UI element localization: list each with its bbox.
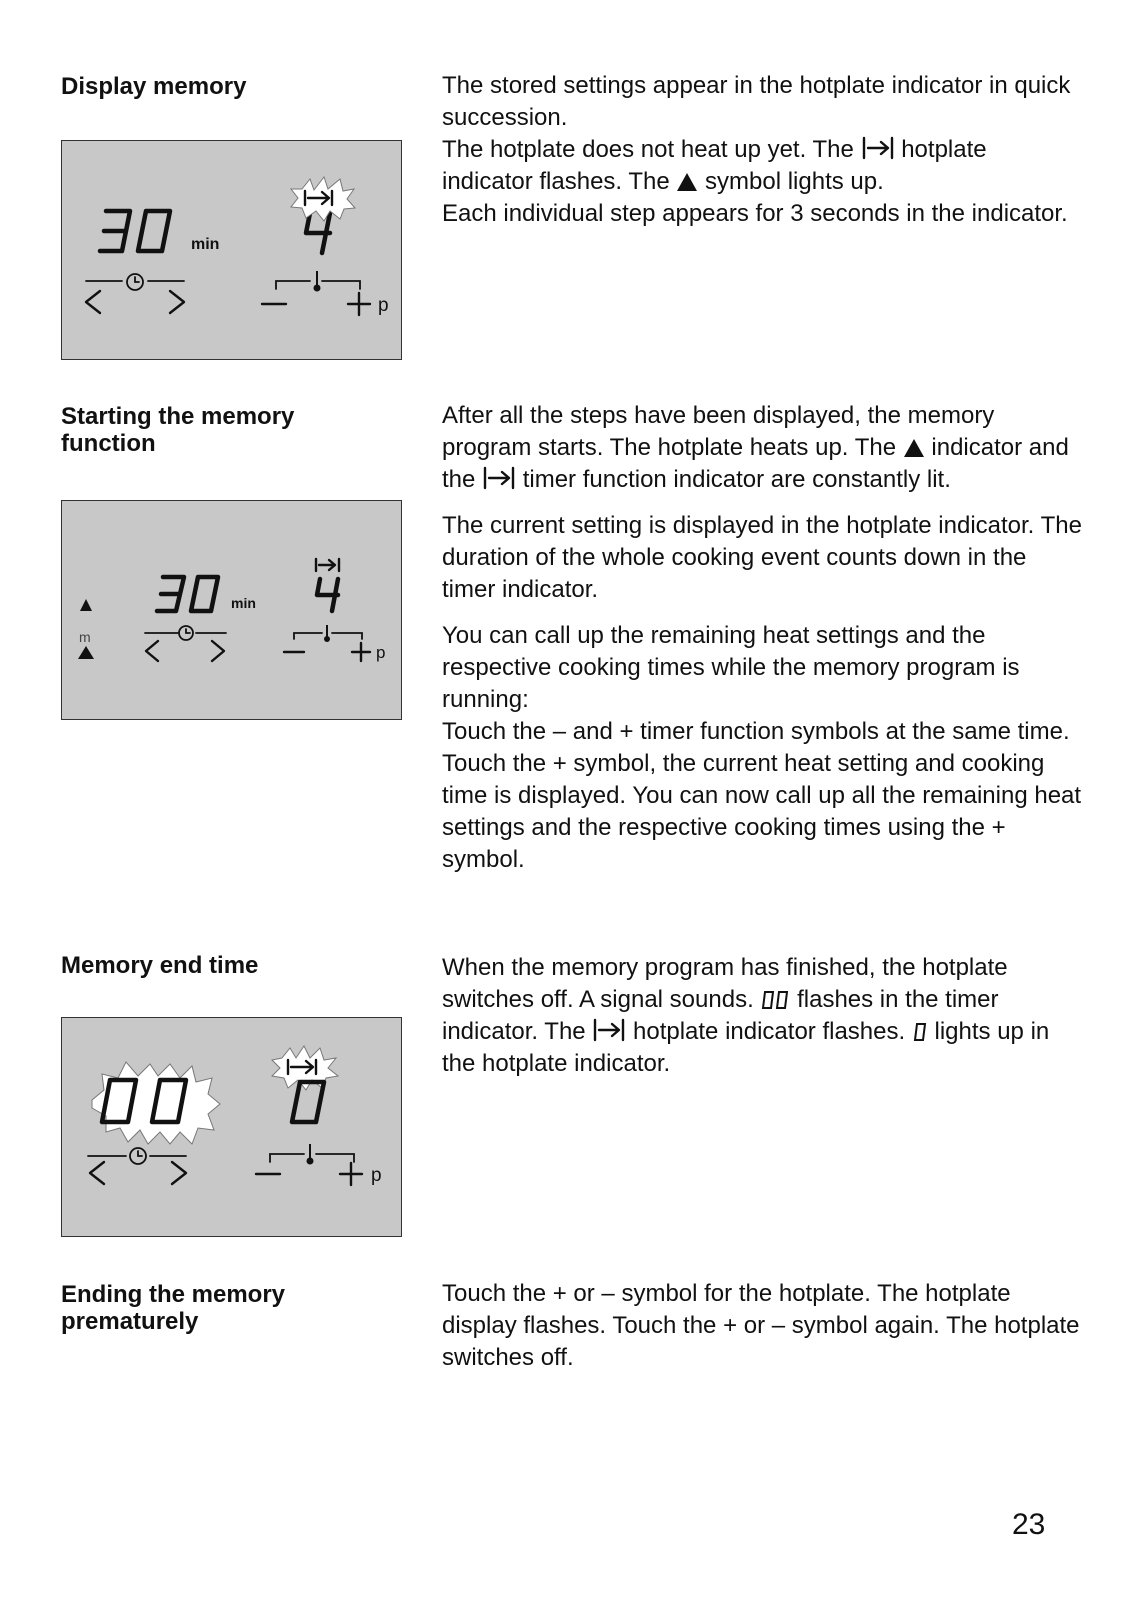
paragraph-line: Touch the – and + timer function symbols at the same time. (442, 718, 1070, 745)
p-label: p (378, 295, 389, 316)
timer-arrow-icon (861, 135, 895, 161)
hotplate-digit-4 (317, 579, 338, 611)
p-label: p (376, 643, 386, 662)
plus-icon (352, 643, 370, 661)
text-display-memory (442, 70, 1082, 244)
timer-decrease-icon (90, 1162, 104, 1184)
plus-icon (348, 293, 370, 315)
heading-memory-end-time: Memory end time (61, 952, 259, 979)
heading-starting-memory-function: Starting the memory function (61, 403, 295, 457)
heading-display-memory: Display memory (61, 73, 247, 100)
flashing-timer-digits (92, 1062, 220, 1144)
paragraph-line: The stored settings appear in the hotplate indicator in quick succession. (442, 72, 1071, 131)
paragraph-line: The current setting is displayed in the hotplate indicator. The duration of the whole cooking event counts down in the timer indicator. (442, 512, 1082, 603)
timer-digit-0 (191, 577, 218, 611)
paragraph-line: Touch the + symbol, the current heat setting and cooking time is displayed. You can now call up all the remaining heat settings and the respective cooking times using the + symbol. (442, 750, 1082, 873)
triangle-icon (676, 171, 698, 193)
digit-0-icon (912, 1021, 928, 1043)
paragraph-line: When the memory program has finished, the hotplate switches off. A signal sounds. flashes in the timer indicator. The hotplate indicator flashes. lights up in the hotplate indicator. (442, 954, 1050, 1077)
hotplate-digit-0 (292, 1082, 324, 1122)
page-number: 23 (1012, 1508, 1046, 1541)
m-label: m (79, 629, 91, 645)
text-starting-memory-function (442, 400, 1082, 890)
plus-icon (340, 1163, 362, 1185)
timer-decrease-icon (146, 641, 158, 661)
min-unit-label: min (231, 595, 256, 611)
paragraph-line: After all the steps have been displayed, the memory program starts. The hotplate heats up. The indicator and the timer function indicator are constantly lit. (442, 402, 1069, 493)
triangle-icon (903, 437, 925, 459)
timer-increase-icon (172, 1162, 186, 1184)
display-panel-3 (61, 1017, 402, 1237)
min-unit-label: min (191, 236, 220, 253)
paragraph-line: Each individual step appears for 3 seconds in the indicator. (442, 200, 1068, 227)
text-memory-end-time (442, 952, 1082, 1094)
timer-increase-icon (212, 641, 224, 661)
timer-arrow-icon (592, 1017, 626, 1043)
timer-digit-0 (138, 211, 170, 251)
paragraph-line: The hotplate does not heat up yet. The hotplate indicator flashes. The symbol lights up. (442, 136, 987, 195)
triangle-icon (80, 599, 92, 611)
memory-triangle-icon (78, 646, 94, 659)
timer-digit-3 (157, 577, 184, 611)
timer-increase-icon (170, 291, 184, 313)
display-panel-1 (61, 140, 402, 360)
p-label: p (371, 1165, 382, 1186)
flashing-timer-arrow-icon (291, 177, 355, 221)
paragraph-line: Touch the + or – symbol for the hotplate. The hotplate display flashes. Touch the + or – symbol again. The hotplate switches off. (442, 1280, 1080, 1371)
timer-arrow-icon (316, 559, 339, 571)
timer-arrow-icon (482, 465, 516, 491)
hotplate-digit-4 (306, 213, 330, 253)
timer-decrease-icon (86, 291, 100, 313)
heading-ending-memory-prematurely: Ending the memory prematurely (61, 1281, 286, 1335)
timer-digit-3 (100, 211, 130, 251)
digits-00-icon (760, 989, 790, 1011)
display-panel-2 (61, 500, 402, 720)
text-ending-memory-prematurely (442, 1278, 1082, 1388)
paragraph-line: You can call up the remaining heat settings and the respective cooking times while the memory program is running: (442, 622, 1020, 713)
